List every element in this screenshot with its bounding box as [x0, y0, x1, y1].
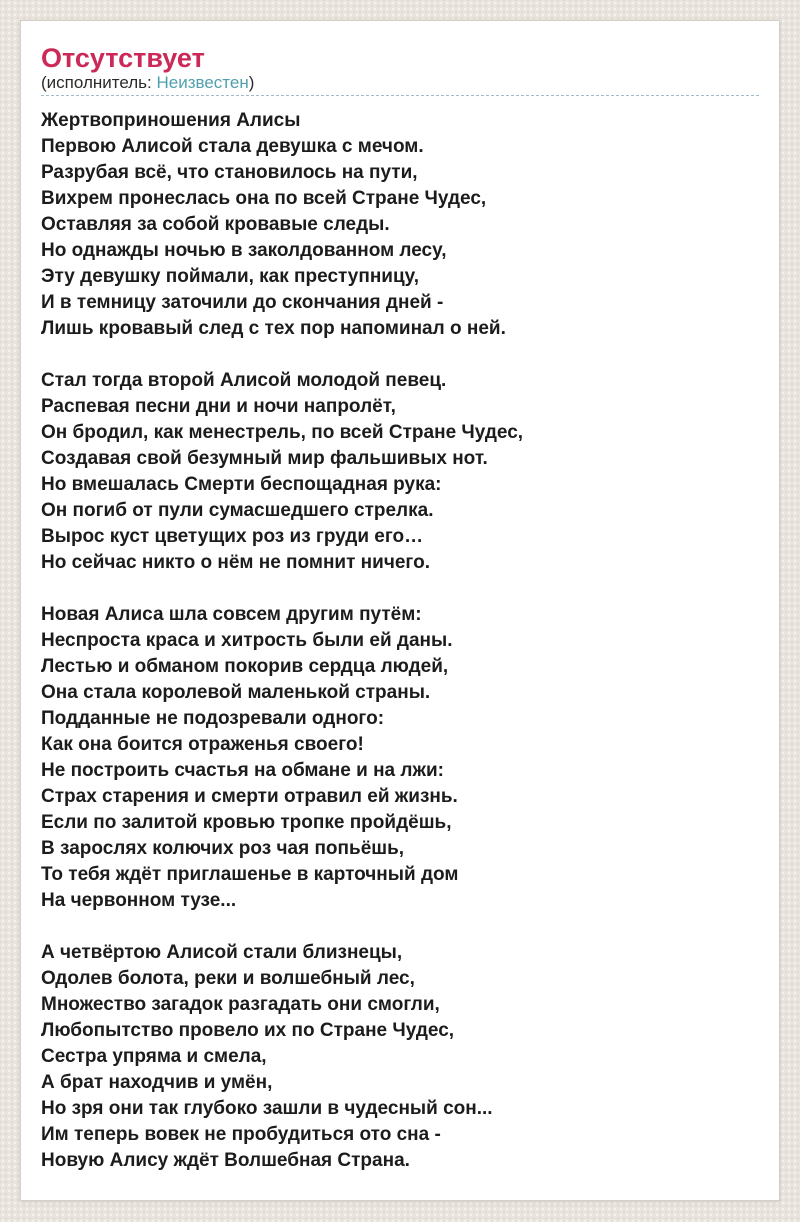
stanza	[41, 368, 759, 576]
lyric-line: Не построить счастья на обмане и на лжи:	[41, 760, 444, 781]
lyric-line: Новую Алису ждёт Волшебная Страна.	[41, 1150, 410, 1171]
lyric-line: Но однажды ночью в заколдованном лесу,	[41, 240, 447, 261]
lyric-line: На червонном тузе...	[41, 890, 237, 911]
lyric-line: Если по залитой кровью тропке пройдёшь,	[41, 812, 452, 833]
lyric-line: Но зря они так глубоко зашли в чудесный сон...	[41, 1098, 493, 1119]
lyric-line: Эту девушку поймали, как преступницу,	[41, 266, 420, 287]
lyric-line: Новая Алиса шла совсем другим путём:	[41, 604, 422, 625]
lyric-line: Он погиб от пули сумасшедшего стрелка.	[41, 500, 434, 521]
lyric-line: Но сейчас никто о нём не помнит ничего.	[41, 552, 430, 573]
lyric-line: Распевая песни дни и ночи напролёт,	[41, 396, 396, 417]
lyric-line: А брат находчив и умён,	[41, 1072, 273, 1093]
lyric-line: Вырос куст цветущих роз из груди его…	[41, 526, 424, 547]
lyric-line: Оставляя за собой кровавые следы.	[41, 214, 390, 235]
artist-label-suffix: )	[248, 73, 255, 92]
lyric-line: Сестра упряма и смела,	[41, 1046, 267, 1067]
lyric-line: Любопытство провело их по Стране Чудес,	[41, 1020, 455, 1041]
lyric-line: Первою Алисой стала девушка с мечом.	[41, 136, 424, 157]
lyric-line: Создавая свой безумный мир фальшивых нот.	[41, 448, 488, 469]
stanza	[41, 602, 759, 914]
lyric-line: То тебя ждёт приглашенье в карточный дом	[41, 864, 459, 885]
lyric-line: Она стала королевой маленькой страны.	[41, 682, 431, 703]
lyric-line: И в темницу заточили до скончания дней -	[41, 292, 444, 313]
lyric-line: Одолев болота, реки и волшебный лес,	[41, 968, 415, 989]
lyric-line: Лишь кровавый след с тех пор напоминал о ней.	[41, 318, 506, 339]
lyric-line: Подданные не подозревали одного:	[41, 708, 385, 729]
lyric-line: Неспроста краса и хитрость были ей даны.	[41, 630, 453, 651]
lyric-line: Множество загадок разгадать они смогли,	[41, 994, 440, 1015]
lyric-line: Но вмешалась Смерти беспощадная рука:	[41, 474, 442, 495]
lyric-line: А четвёртою Алисой стали близнецы,	[41, 942, 403, 963]
lyric-line: Страх старения и смерти отравил ей жизнь.	[41, 786, 458, 807]
lyric-line: Лестью и обманом покорив сердца людей,	[41, 656, 449, 677]
artist-link[interactable]: Неизвестен	[156, 73, 249, 92]
lyric-line: Как она боится отраженья своего!	[41, 734, 364, 755]
artist-line	[41, 73, 759, 96]
lyric-line: Вихрем пронеслась она по всей Стране Чудес,	[41, 188, 487, 209]
stanza	[41, 940, 759, 1174]
lyrics-card	[20, 20, 780, 1201]
lyrics	[41, 108, 759, 1174]
lyric-line: Разрубая всё, что становилось на пути,	[41, 162, 418, 183]
lyric-line: Жертвоприношения Алисы	[41, 110, 301, 131]
artist-label-prefix: (исполнитель:	[41, 73, 157, 92]
lyric-line: Им теперь вовек не пробудиться ото сна -	[41, 1124, 441, 1145]
lyric-line: Стал тогда второй Алисой молодой певец.	[41, 370, 447, 391]
stanza	[41, 108, 759, 342]
song-title[interactable]: Отсутствует	[41, 43, 205, 73]
lyric-line: В зарослях колючих роз чая попьёшь,	[41, 838, 405, 859]
lyric-line: Он бродил, как менестрель, по всей Стране Чудес,	[41, 422, 524, 443]
